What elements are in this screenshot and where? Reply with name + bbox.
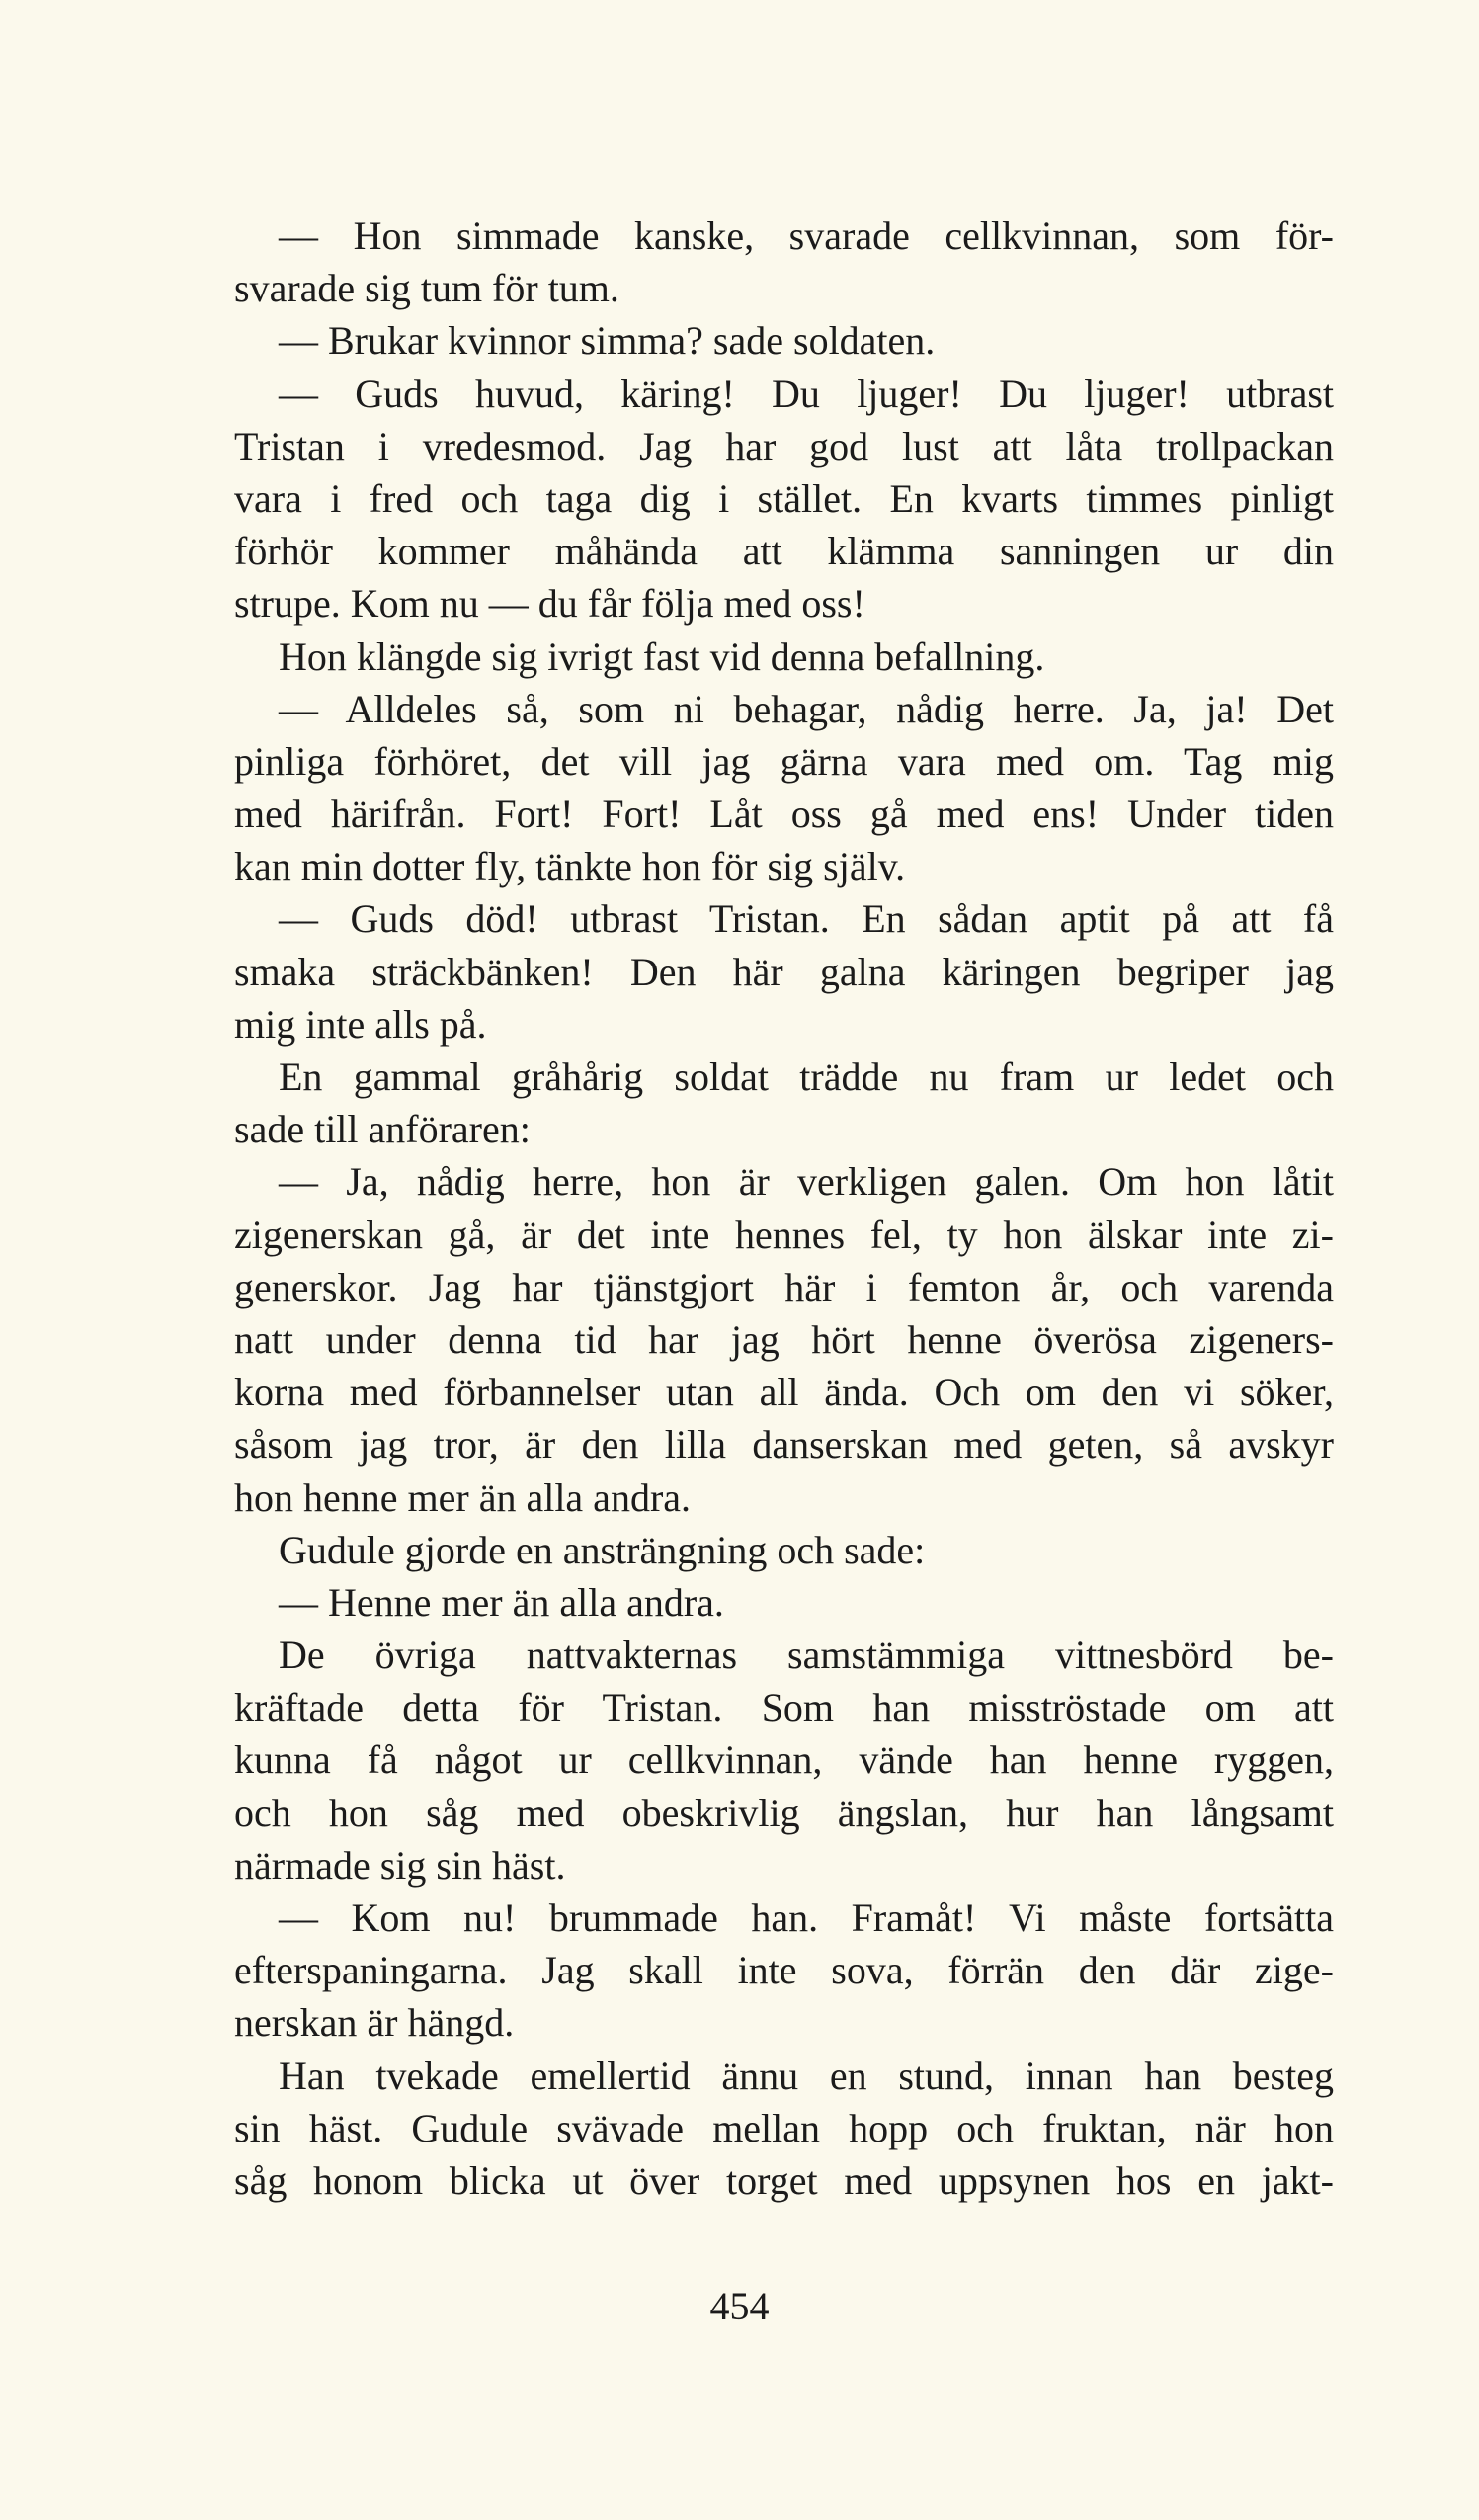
text-line: hon henne mer än alla andra.	[234, 1474, 692, 1520]
text-line: — Hon simmade kanske, svarade cellkvinnan, som för-	[279, 213, 1334, 258]
text-line: En gammal gråhårig soldat trädde nu fram ur ledet och	[279, 1054, 1334, 1099]
text-line: nerskan är hängd.	[234, 2000, 515, 2046]
text-line: och hon såg med obeskrivlig ängslan, hur han långsamt	[234, 1790, 1334, 1835]
text-line: — Guds huvud, käring! Du ljuger! Du ljuger! utbrast	[279, 371, 1334, 416]
text-line: — Kom nu! brummade han. Framåt! Vi måste fortsätta	[279, 1895, 1334, 1940]
text-line: närmade sig sin häst.	[234, 1842, 566, 1888]
text-line: natt under denna tid har jag hört henne överösa zigeners-	[234, 1316, 1334, 1362]
text-line: Tristan i vredesmod. Jag har god lust att låta trollpackan	[234, 423, 1334, 468]
text-line: förhör kommer måhända att klämma sanningen ur din	[234, 529, 1334, 574]
text-line: kräftade detta för Tristan. Som han misströstade om att	[234, 1685, 1334, 1730]
text-line: Han tvekade emellertid ännu en stund, innan han besteg	[279, 2053, 1334, 2098]
text-line: såg honom blicka ut över torget med uppsynen hos en jakt-	[234, 2157, 1334, 2203]
text-line: kunna få något ur cellkvinnan, vände han henne ryggen,	[234, 1737, 1334, 1783]
page-number: 454	[709, 2284, 770, 2328]
text-line: sin häst. Gudule svävade mellan hopp och fruktan, när hon	[234, 2105, 1334, 2150]
text-line: Hon klängde sig ivrigt fast vid denna befallning.	[279, 633, 1045, 679]
text-line: vara i fred och taga dig i stället. En kvarts timmes pinligt	[234, 475, 1334, 521]
text-line: De övriga nattvakternas samstämmiga vittnesbörd be-	[279, 1633, 1334, 1678]
text-line: smaka sträckbänken! Den här galna käringen begriper jag	[234, 949, 1334, 994]
text-line: svarade sig tum för tum.	[234, 266, 619, 311]
text-line: kan min dotter fly, tänkte hon för sig själv.	[234, 844, 906, 889]
text-line: korna med förbannelser utan all ända. Och om den vi söker,	[234, 1370, 1334, 1415]
text-line: pinliga förhöret, det vill jag gärna vara med om. Tag mig	[234, 738, 1334, 784]
text-line: mig inte alls på.	[234, 1001, 487, 1047]
text-line: — Ja, nådig herre, hon är verkligen galen. Om hon låtit	[279, 1159, 1334, 1205]
text-line: — Henne mer än alla andra.	[279, 1579, 724, 1625]
text-line: — Brukar kvinnor simma? sade soldaten.	[279, 318, 936, 364]
text-line: — Alldeles så, som ni behagar, nådig herre. Ja, ja! Det	[279, 686, 1334, 731]
text-line: generskor. Jag har tjänstgjort här i femton år, och varenda	[234, 1264, 1334, 1309]
text-line: efterspaningarna. Jag skall inte sova, förrän den där zige-	[234, 1948, 1334, 1993]
text-line: Gudule gjorde en ansträngning och sade:	[279, 1527, 926, 1572]
text-line: såsom jag tror, är den lilla danserskan med geten, så avskyr	[234, 1422, 1334, 1468]
text-line: med härifrån. Fort! Fort! Låt oss gå med ens! Under tiden	[234, 792, 1334, 837]
text-line: — Guds död! utbrast Tristan. En sådan aptit på att få	[279, 896, 1334, 942]
text-line: zigenerskan gå, är det inte hennes fel, ty hon älskar inte zi-	[234, 1212, 1334, 1257]
text-line: sade till anföraren:	[234, 1107, 531, 1152]
body-text	[234, 210, 1334, 2207]
text-line: strupe. Kom nu — du får följa med oss!	[234, 581, 865, 627]
